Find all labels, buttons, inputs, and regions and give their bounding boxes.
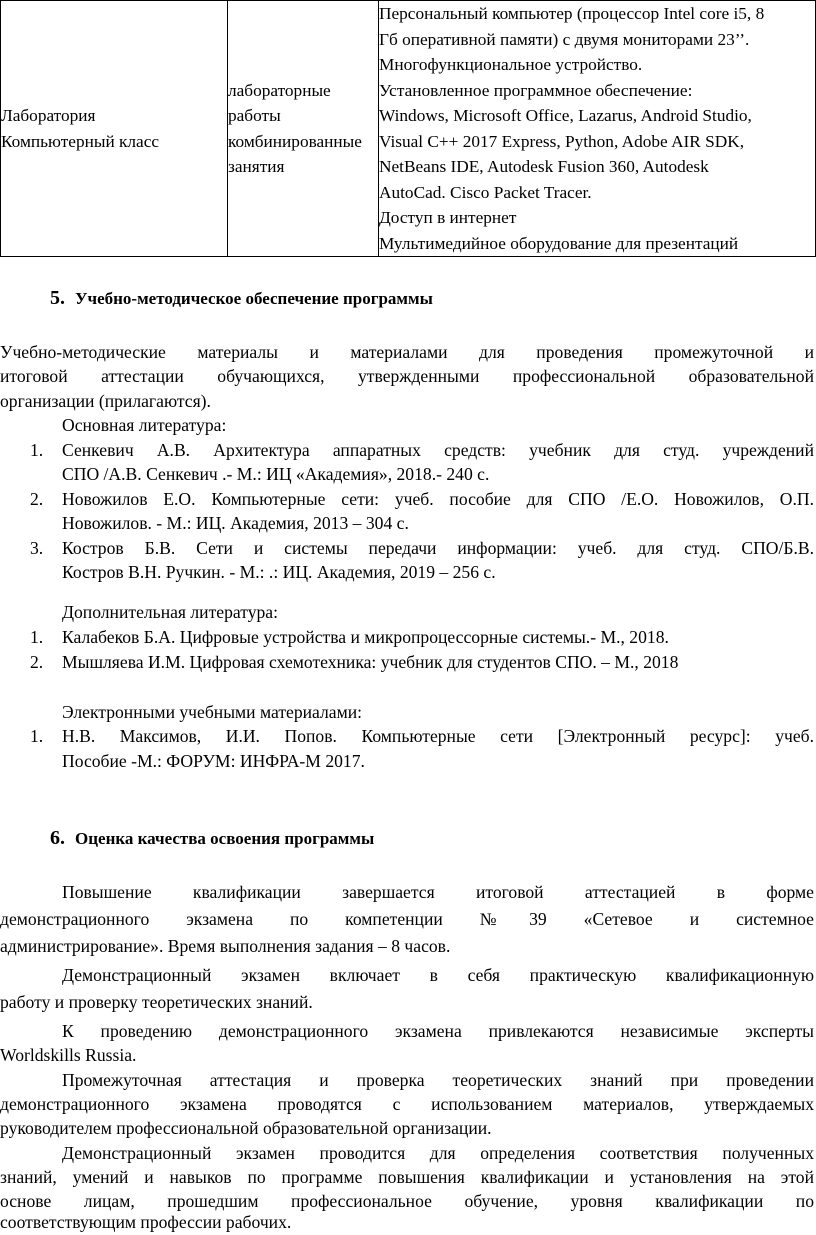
- paragraph-line: Демонстрационный экзамен проводится для определения соответствия полученных: [62, 1143, 814, 1163]
- section-title: Учебно-методическое обеспечение программы: [75, 289, 433, 308]
- paragraph-line: Промежуточная аттестация и проверка теоретических знаний при проведении: [62, 1070, 814, 1090]
- list-line: Калабеков Б.А. Цифровые устройства и микропроцессорные системы.- М., 2018.: [62, 627, 669, 647]
- cell-line: Лаборатория: [1, 106, 96, 125]
- paragraph-line: администрирование». Время выполнения задания – 8 часов.: [0, 936, 451, 956]
- paragraph-line: знаний, умений и навыков по программе повышения квалификации и установления на этой: [0, 1167, 814, 1187]
- section-5-heading: [50, 286, 433, 311]
- paragraph-line: К проведению демонстрационного экзамена привлекаются независимые эксперты: [62, 1021, 814, 1041]
- paragraph-line: Повышение квалификации завершается итоговой аттестацией в форме: [62, 882, 814, 902]
- list-line: СПО /А.В. Сенкевич .- М.: ИЦ «Академия», 2018.- 240 с.: [62, 464, 490, 484]
- paragraph-line: демонстрационного экзамена проводятся с использованием материалов, утверждаемых: [0, 1094, 814, 1114]
- list-number: 1.: [30, 726, 44, 746]
- cell-line: Гб оперативной памяти) с двумя мониторами 23’’.: [379, 29, 750, 49]
- paragraph-line: демонстрационного экзамена по компетенции №39 «Сетевое и системное: [0, 909, 814, 929]
- list-number: 1.: [30, 440, 44, 460]
- cell-line: занятия: [228, 157, 285, 176]
- section-number: 6.: [50, 827, 65, 849]
- activity-type-cell: [228, 1, 379, 257]
- paragraph-line: работу и проверку теоретических знаний.: [0, 992, 313, 1012]
- cell-line: Доступ в интернет: [379, 208, 517, 227]
- list-line: Н.В. Максимов, И.И. Попов. Компьютерные сети [Электронный ресурс]: учеб.: [62, 726, 814, 746]
- cell-line: Мультимедийное оборудование для презентаций: [379, 233, 739, 253]
- cell-line: Многофункциональное устройство.: [379, 55, 643, 74]
- location-cell: [1, 1, 228, 257]
- cell-line: Компьютерный класс: [1, 131, 160, 151]
- list-line: Новожилов Е.О. Компьютерные сети: учеб. пособие для СПО /Е.О. Новожилов, О.П.: [62, 489, 814, 509]
- paragraph-line: руководителем профессиональной образовательной организации.: [0, 1118, 492, 1138]
- list-line: Мышляева И.М. Цифровая схемотехника: учебник для студентов СПО. – М., 2018: [62, 652, 679, 672]
- paragraph-line: соответствующим профессии рабочих.: [0, 1212, 292, 1232]
- main-literature-label: Основная литература:: [62, 415, 227, 435]
- additional-literature-label: Дополнительная литература:: [62, 602, 278, 622]
- section-6-heading: [50, 826, 374, 851]
- cell-line: комбинированные: [228, 131, 362, 151]
- list-number: 2.: [30, 489, 44, 509]
- list-line: Сенкевич А.В. Архитектура аппаратных средств: учебник для студ. учреждений: [62, 440, 814, 460]
- list-number: 2.: [30, 652, 44, 672]
- cell-line: Windows, Microsoft Office, Lazarus, Android Studio,: [379, 106, 752, 125]
- paragraph-line: основе лицам, прошедшим профессиональное обучение, уровня квалификации по: [0, 1191, 814, 1211]
- paragraph-line: Worldskills Russia.: [0, 1045, 137, 1065]
- cell-line: Персональный компьютер (процессор Intel core i5, 8: [379, 4, 765, 23]
- section-title: Оценка качества освоения программы: [75, 829, 375, 848]
- resources-table: [0, 0, 816, 257]
- cell-line: AutoCad. Cisco Packet Tracer.: [379, 182, 592, 202]
- paragraph-line: Демонстрационный экзамен включает в себя практическую квалификационную: [62, 965, 814, 985]
- section-number: 5.: [50, 287, 65, 309]
- electronic-materials-label: Электронными учебными материалами:: [62, 702, 363, 722]
- cell-line: работы: [228, 106, 281, 125]
- table-row: [1, 1, 816, 257]
- list-number: 3.: [30, 538, 44, 558]
- cell-line: Установленное программное обеспечение:: [379, 80, 693, 100]
- list-line: Костров В.Н. Ручкин. - М.: .: ИЦ. Академия, 2019 – 256 с.: [62, 562, 496, 582]
- cell-line: NetBeans IDE, Autodesk Fusion 360, Autodesk: [379, 157, 709, 176]
- cell-line: лабораторные: [228, 80, 331, 100]
- intro-line: организации (прилагаются).: [0, 391, 211, 411]
- intro-line: итоговой аттестации обучающихся, утвержденными профессиональной образовательной: [0, 366, 814, 386]
- cell-line: Visual C++ 2017 Express, Python, Adobe AIR SDK,: [379, 131, 745, 151]
- list-line: Костров Б.В. Сети и системы передачи информации: учеб. для студ. СПО/Б.В.: [62, 538, 814, 558]
- list-line: Новожилов. - М.: ИЦ. Академия, 2013 – 304 с.: [62, 513, 409, 533]
- intro-line: Учебно-методические материалы и материалами для проведения промежуточной и: [0, 342, 814, 362]
- equipment-cell: [379, 1, 816, 257]
- list-line: Пособие -М.: ФОРУМ: ИНФРА-М 2017.: [62, 751, 365, 771]
- list-number: 1.: [30, 627, 44, 647]
